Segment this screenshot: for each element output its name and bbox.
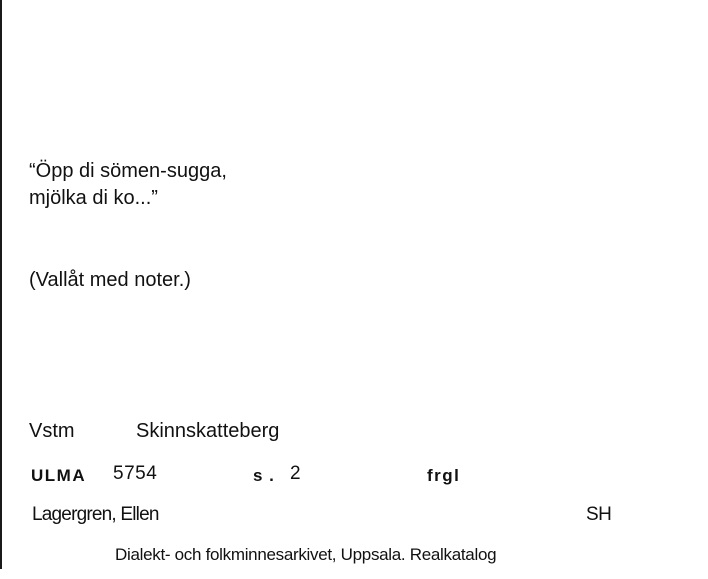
informant-name: Lagergren, Ellen <box>32 504 159 525</box>
card-note: (Vallåt med noter.) <box>29 269 191 291</box>
form-code: frgl <box>427 466 461 485</box>
page-label: s . <box>253 466 275 485</box>
card-title-line-2: mjölka di ko...” <box>29 187 158 209</box>
county-abbreviation: Vstm <box>29 420 75 442</box>
page-number: 2 <box>290 463 301 484</box>
recorder-initials: SH <box>586 504 612 525</box>
archive-number: 5754 <box>113 463 158 484</box>
card-title-line-1: “Öpp di sömen-sugga, <box>29 160 227 182</box>
archive-footer: Dialekt- och folkminnesarkivet, Uppsala. Realkatalog <box>115 545 497 564</box>
parish-name: Skinnskatteberg <box>136 420 280 442</box>
archive-label: ULMA <box>31 466 87 485</box>
card-left-edge <box>0 0 2 569</box>
